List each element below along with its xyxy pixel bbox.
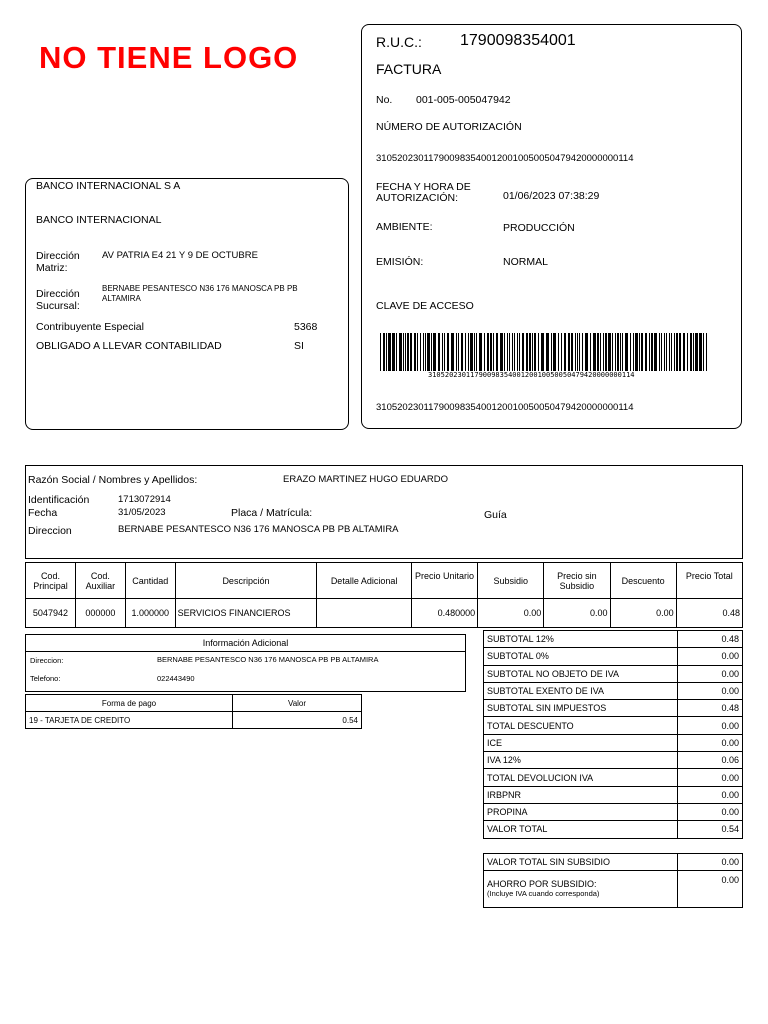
sin-subsidio-value: 0.00 (678, 854, 743, 871)
info-telefono-label: Telefono: (30, 674, 61, 683)
cell-cantidad: 1.000000 (125, 599, 175, 628)
info-adicional-box (25, 634, 466, 692)
total-value: 0.00 (678, 682, 743, 699)
totals-table (483, 630, 743, 839)
sin-subsidio-label: VALOR TOTAL SIN SUBSIDIO (484, 854, 678, 871)
pago-valor-value: 0.54 (233, 712, 362, 729)
cliente-fecha-value: 31/05/2023 (118, 507, 166, 518)
total-label: IVA 12% (484, 752, 678, 769)
pago-valor-header: Valor (233, 695, 362, 712)
forma-pago-table (25, 694, 362, 729)
total-label: SUBTOTAL EXENTO DE IVA (484, 682, 678, 699)
total-label: PROPINA (484, 803, 678, 820)
cell-detalle-adicional (317, 599, 412, 628)
total-value: 0.00 (678, 786, 743, 803)
total-label: TOTAL DESCUENTO (484, 717, 678, 734)
emisor-nombre-comercial: BANCO INTERNACIONAL (36, 214, 162, 226)
contabilidad-value: SI (294, 340, 304, 352)
col-detalle-adicional: Detalle Adicional (317, 563, 412, 599)
total-label: SUBTOTAL NO OBJETO DE IVA (484, 665, 678, 682)
barcode-image (380, 333, 707, 371)
ruc-value: 1790098354001 (460, 32, 576, 49)
total-value: 0.54 (678, 821, 743, 838)
ambiente-label: AMBIENTE: (376, 221, 433, 233)
cliente-dir-label: Direccion (28, 525, 72, 537)
total-row (484, 734, 743, 751)
total-value: 0.00 (678, 803, 743, 820)
logo-text: NO TIENE LOGO (39, 40, 299, 75)
col-cantidad: Cantidad (125, 563, 175, 599)
cell-subsidio: 0.00 (478, 599, 544, 628)
auth-number: 3105202301179009835400120010050050479420000000114 (376, 153, 634, 164)
ahorro-note: (Incluye IVA cuando corresponda) (487, 889, 600, 898)
info-direccion-value: BERNABE PESANTESCO N36 176 MANOSCA PB PB ALTAMIRA (157, 655, 379, 664)
contrib-especial-label: Contribuyente Especial (36, 321, 144, 333)
total-row (484, 700, 743, 717)
total-row (484, 821, 743, 838)
contrib-especial-value: 5368 (294, 321, 318, 333)
placa-label: Placa / Matrícula: (231, 507, 313, 519)
cell-precio-total: 0.48 (676, 599, 742, 628)
total-value: 0.00 (678, 665, 743, 682)
total-row (484, 803, 743, 820)
total-value: 0.48 (678, 631, 743, 648)
total-row (484, 871, 743, 908)
col-subsidio: Subsidio (478, 563, 544, 599)
col-precio-unitario: Precio Unitario (411, 563, 477, 599)
cliente-razon-label: Razón Social / Nombres y Apellidos: (28, 474, 198, 486)
ambiente-value: PRODUCCIÓN (503, 222, 575, 234)
total-row (484, 769, 743, 786)
table-row (26, 712, 362, 729)
col-descuento: Descuento (610, 563, 676, 599)
dir-sucursal-value: BERNABE PESANTESCO N36 176 MANOSCA PB PB ALTAMIRA (102, 284, 298, 303)
cliente-fecha-label: Fecha (28, 507, 58, 519)
total-row (484, 717, 743, 734)
contabilidad-label: OBLIGADO A LLEVAR CONTABILIDAD (36, 340, 222, 352)
total-value: 0.00 (678, 717, 743, 734)
total-value: 0.06 (678, 752, 743, 769)
total-label: SUBTOTAL 12% (484, 631, 678, 648)
total-label: SUBTOTAL 0% (484, 648, 678, 665)
total-row (484, 786, 743, 803)
pago-forma-header: Forma de pago (26, 695, 233, 712)
auth-number-label: NÚMERO DE AUTORIZACIÓN (376, 121, 522, 133)
total-label: SUBTOTAL SIN IMPUESTOS (484, 700, 678, 717)
ruc-label: R.U.C.: (376, 34, 422, 50)
info-direccion-label: Direccion: (30, 656, 64, 665)
cell-cod-principal: 5047942 (26, 599, 76, 628)
clave-value: 3105202301179009835400120010050050479420000000114 (376, 402, 634, 413)
subsidio-table (483, 853, 743, 908)
total-label: IRBPNR (484, 786, 678, 803)
invoice-number: 001-005-005047942 (416, 94, 511, 106)
total-row (484, 682, 743, 699)
cell-precio-unitario: 0.480000 (411, 599, 477, 628)
clave-label: CLAVE DE ACCESO (376, 300, 474, 312)
auth-date-label: FECHA Y HORA DE AUTORIZACIÓN: (376, 181, 471, 204)
info-telefono-value: 022443490 (157, 674, 195, 683)
total-value: 0.00 (678, 769, 743, 786)
ahorro-label: AHORRO POR SUBSIDIO: (487, 879, 597, 889)
doc-type: FACTURA (376, 61, 442, 77)
emision-label: EMISIÓN: (376, 256, 424, 268)
emision-value: NORMAL (503, 256, 548, 268)
dir-sucursal-label: Dirección Sucursal: (36, 288, 80, 312)
items-header-row (26, 563, 743, 599)
ahorro-value: 0.00 (678, 871, 743, 908)
guia-label: Guía (484, 509, 507, 521)
total-value: 0.48 (678, 700, 743, 717)
invoice-number-label: No. (376, 94, 393, 106)
cell-precio-sin-subsidio: 0.00 (544, 599, 610, 628)
cliente-dir-value: BERNABE PESANTESCO N36 176 MANOSCA PB PB ALTAMIRA (118, 524, 399, 535)
cliente-id-label: Identificación (28, 494, 90, 506)
total-value: 0.00 (678, 648, 743, 665)
cliente-id-value: 1713072914 (118, 494, 171, 505)
ahorro-cell (484, 871, 678, 908)
total-row (484, 665, 743, 682)
auth-date: 01/06/2023 07:38:29 (503, 190, 600, 202)
items-table (25, 562, 743, 628)
total-label: TOTAL DEVOLUCION IVA (484, 769, 678, 786)
emisor-razon-social: BANCO INTERNACIONAL S A (36, 180, 181, 192)
total-row (484, 631, 743, 648)
total-label: VALOR TOTAL (484, 821, 678, 838)
info-adicional-title: Información Adicional (26, 635, 465, 652)
cell-cod-auxiliar: 000000 (75, 599, 125, 628)
col-cod-auxiliar: Cod. Auxiliar (75, 563, 125, 599)
table-row (26, 599, 743, 628)
total-row (484, 854, 743, 871)
total-row (484, 648, 743, 665)
col-cod-principal: Cod. Principal (26, 563, 76, 599)
cell-descripcion: SERVICIOS FINANCIEROS (175, 599, 317, 628)
total-label: ICE (484, 734, 678, 751)
total-value: 0.00 (678, 734, 743, 751)
col-precio-total: Precio Total (676, 563, 742, 599)
barcode-caption: 3105202301179009835400120010050050479420000000114 (428, 371, 635, 379)
dir-matriz-value: AV PATRIA E4 21 Y 9 DE OCTUBRE (102, 250, 258, 261)
cell-descuento: 0.00 (610, 599, 676, 628)
cliente-razon-value: ERAZO MARTINEZ HUGO EDUARDO (283, 474, 449, 485)
pago-forma-value: 19 - TARJETA DE CREDITO (26, 712, 233, 729)
col-precio-sin-subsidio: Precio sin Subsidio (544, 563, 610, 599)
dir-matriz-label: Dirección Matriz: (36, 250, 80, 274)
col-descripcion: Descripción (175, 563, 317, 599)
pago-header-row (26, 695, 362, 712)
total-row (484, 752, 743, 769)
